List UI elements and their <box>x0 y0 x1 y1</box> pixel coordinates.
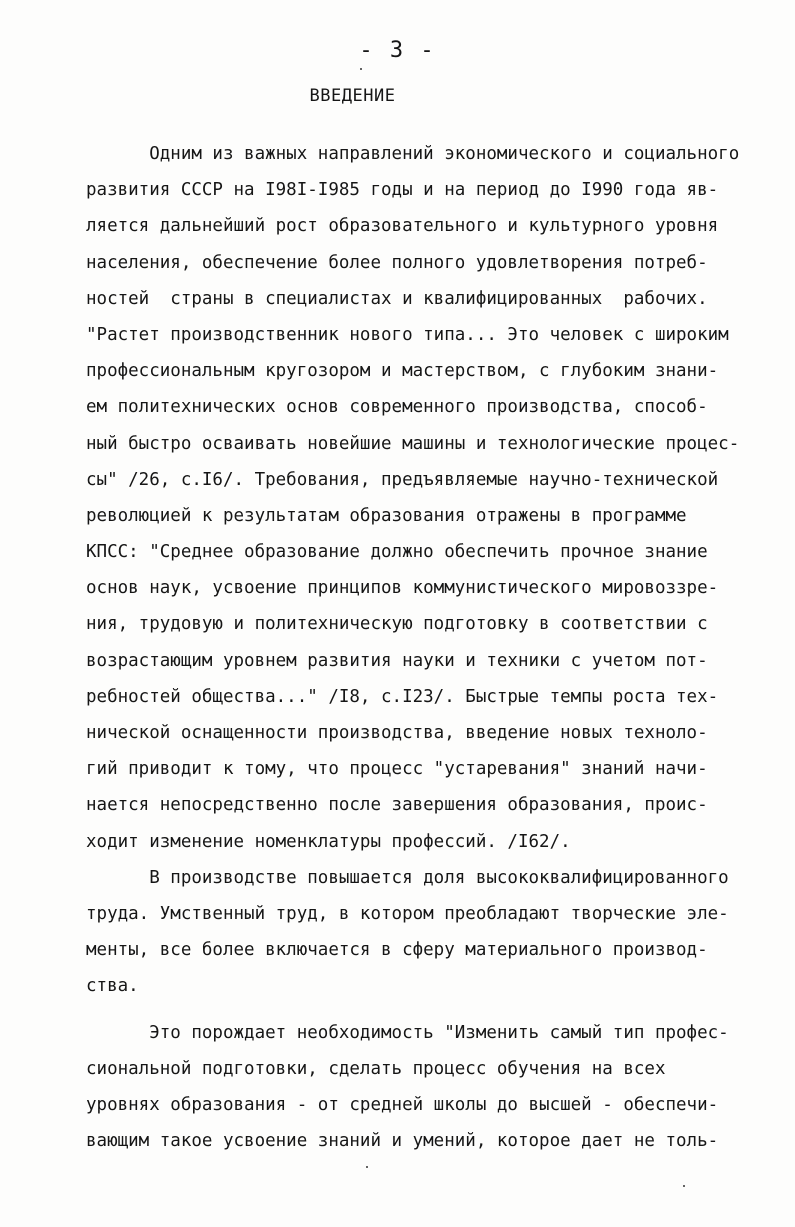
text-line: труда. Умственный труд, в котором преобладают творческие эле- <box>86 903 729 924</box>
text-line: сиональной подготовки, сделать процесс обучения на всех <box>86 1058 666 1079</box>
text-line: революцией к результатам образования отражены в программе <box>86 505 687 526</box>
text-line: нается непосредственно после завершения образования, проис- <box>86 795 708 816</box>
text-line: возрастающим уровнем развития науки и техники с учетом пот- <box>86 650 708 671</box>
text-line: ходит изменение номенклатуры профессий. /I62/. <box>86 831 571 852</box>
scan-speck <box>360 68 362 70</box>
text-line: населения, обеспечение более полного удовлетворения потреб- <box>86 252 708 273</box>
page-number: - 3 - <box>359 38 436 63</box>
paragraph-gap <box>86 1005 786 1015</box>
text-line: вающим такое усвоение знаний и умений, которое дает не толь- <box>86 1131 719 1152</box>
text-line: В производстве повышается доля высококвалифицированного <box>86 867 729 888</box>
paragraph-2 <box>86 860 786 1005</box>
text-line: гий приводит к тому, что процесс "устаревания" знаний начи- <box>86 759 708 780</box>
text-line: ляется дальнейший рост образовательного и культурного уровня <box>86 216 719 237</box>
text-line: "Растет производственник нового типа... Это человек с широким <box>86 324 729 345</box>
text-line: Это порождает необходимость "Изменить самый тип профес- <box>86 1022 729 1043</box>
text-line: развития СССР на I98I-I985 годы и на период до I990 года яв- <box>86 180 719 201</box>
scan-speck <box>683 1185 685 1187</box>
text-line: нической оснащенности производства, введение новых техноло- <box>86 723 708 743</box>
text-line: ный быстро осваивать новейшие машины и технологические процес- <box>86 433 740 454</box>
paragraph-3 <box>86 1015 786 1160</box>
text-line: ем политехнических основ современного производства, способ- <box>86 397 708 418</box>
text-line: профессиональным кругозором и мастерством, с глубоким знани- <box>86 361 719 382</box>
paragraph-1 <box>86 136 786 860</box>
text-line: ства. <box>86 976 139 997</box>
text-line: уровнях образования - от средней школы до высшей - обеспечи- <box>86 1094 719 1115</box>
scan-speck <box>366 1166 368 1168</box>
text-line: менты, все более включается в сферу материального производ- <box>86 940 708 961</box>
text-line: ностей страны в специалистах и квалифицированных рабочих. <box>86 288 708 309</box>
page-title: ВВЕДЕНИЕ <box>309 86 396 106</box>
body-text <box>86 136 786 1159</box>
text-line: ния, трудовую и политехническую подготовку в соответствии с <box>86 614 708 635</box>
text-line: КПСС: "Среднее образование должно обеспечить прочное знание <box>86 542 708 563</box>
text-line: сы" /26, с.I6/. Требования, предъявляемые научно-технической <box>86 469 719 490</box>
text-line: ребностей общества..." /I8, с.I23/. Быстрые темпы роста тех- <box>86 686 719 707</box>
text-line: Одним из важных направлений экономического и социального <box>86 144 740 164</box>
text-line: основ наук, усвоение принципов коммунистического мировоззре- <box>86 578 719 599</box>
